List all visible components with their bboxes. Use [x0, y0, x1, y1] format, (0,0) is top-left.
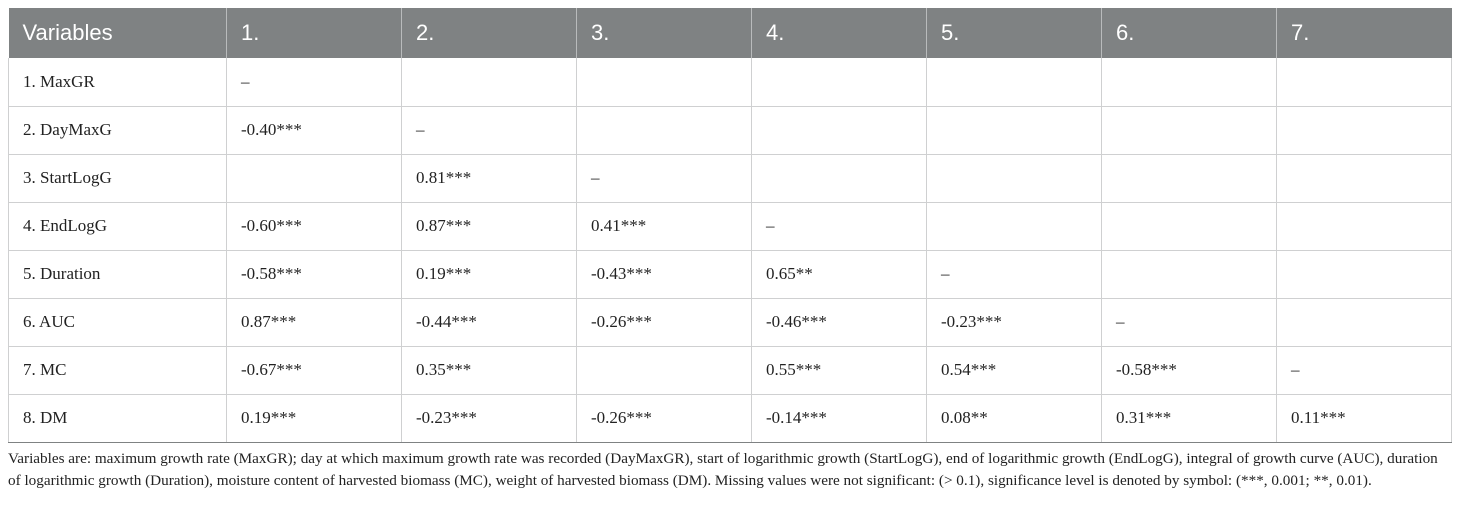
correlation-value-cell: 0.41*** [577, 202, 752, 250]
table-row [9, 154, 1452, 202]
correlation-value-cell: -0.43*** [577, 250, 752, 298]
correlation-value-cell [402, 58, 577, 106]
correlation-value-cell [577, 346, 752, 394]
row-label-cell: 8. DM [9, 394, 227, 442]
correlation-value-cell: -0.44*** [402, 298, 577, 346]
row-label-cell: 6. AUC [9, 298, 227, 346]
correlation-value-cell [752, 154, 927, 202]
correlation-value-cell [927, 154, 1102, 202]
row-label-cell: 2. DayMaxG [9, 106, 227, 154]
correlation-value-cell [577, 58, 752, 106]
table-row [9, 394, 1452, 442]
correlation-value-cell [927, 58, 1102, 106]
correlation-value-cell: 0.08** [927, 394, 1102, 442]
header-cell-4: 4. [752, 8, 927, 58]
table-footnote: Variables are: maximum growth rate (MaxGR); day at which maximum growth rate was recorded (DayMaxGR), start of logarithmic growth (StartLogG), end of logarithmic growth (EndLogG), integral of growth curve (AUC), duration of logarithmic growth (Duration), moisture content of harvested biomass (MC), weight of harvested biomass (DM). Missing values were not significant: (> 0.1), significance level is denoted by symbol: (***, 0.001; **, 0.01). [8, 450, 1438, 489]
correlation-value-cell [1277, 202, 1452, 250]
correlation-value-cell: 0.65** [752, 250, 927, 298]
header-cell-variables: Variables [9, 8, 227, 58]
correlation-value-cell [927, 106, 1102, 154]
table-row [9, 202, 1452, 250]
correlation-value-cell: 0.19*** [402, 250, 577, 298]
correlation-value-cell [1277, 106, 1452, 154]
correlation-value-cell: -0.46*** [752, 298, 927, 346]
row-label-cell: 5. Duration [9, 250, 227, 298]
row-label-cell: 3. StartLogG [9, 154, 227, 202]
correlation-value-cell [1102, 202, 1277, 250]
correlation-value-cell: -0.40*** [227, 106, 402, 154]
correlation-value-cell: – [1277, 346, 1452, 394]
correlation-value-cell [1102, 106, 1277, 154]
correlation-value-cell [927, 202, 1102, 250]
correlation-value-cell: -0.23*** [402, 394, 577, 442]
table-body [9, 58, 1452, 442]
table-row [9, 106, 1452, 154]
correlation-value-cell [577, 106, 752, 154]
correlation-value-cell: – [577, 154, 752, 202]
row-label-cell: 4. EndLogG [9, 202, 227, 250]
correlation-value-cell: -0.58*** [227, 250, 402, 298]
correlation-value-cell: 0.87*** [402, 202, 577, 250]
table-row [9, 58, 1452, 106]
row-label-cell: 1. MaxGR [9, 58, 227, 106]
correlation-value-cell [227, 154, 402, 202]
correlation-table [8, 8, 1452, 443]
correlation-value-cell [1102, 250, 1277, 298]
correlation-value-cell: – [752, 202, 927, 250]
correlation-value-cell: 0.81*** [402, 154, 577, 202]
correlation-value-cell: -0.26*** [577, 394, 752, 442]
correlation-value-cell [752, 106, 927, 154]
header-row [9, 8, 1452, 58]
correlation-value-cell [1277, 250, 1452, 298]
correlation-value-cell [1277, 58, 1452, 106]
correlation-value-cell: -0.14*** [752, 394, 927, 442]
correlation-value-cell: 0.55*** [752, 346, 927, 394]
correlation-value-cell: -0.60*** [227, 202, 402, 250]
correlation-value-cell: 0.54*** [927, 346, 1102, 394]
table-row [9, 298, 1452, 346]
header-cell-6: 6. [1102, 8, 1277, 58]
correlation-value-cell [1102, 154, 1277, 202]
correlation-value-cell: – [1102, 298, 1277, 346]
correlation-table-container [8, 8, 1451, 443]
correlation-value-cell: -0.58*** [1102, 346, 1277, 394]
header-cell-7: 7. [1277, 8, 1452, 58]
correlation-value-cell: -0.67*** [227, 346, 402, 394]
correlation-value-cell: 0.35*** [402, 346, 577, 394]
correlation-value-cell [752, 58, 927, 106]
correlation-value-cell [1277, 154, 1452, 202]
correlation-value-cell: 0.87*** [227, 298, 402, 346]
correlation-value-cell [1277, 298, 1452, 346]
correlation-value-cell: – [402, 106, 577, 154]
header-cell-5: 5. [927, 8, 1102, 58]
correlation-value-cell [1102, 58, 1277, 106]
correlation-value-cell: – [227, 58, 402, 106]
table-row [9, 250, 1452, 298]
correlation-value-cell: 0.19*** [227, 394, 402, 442]
correlation-value-cell: – [927, 250, 1102, 298]
correlation-value-cell: -0.23*** [927, 298, 1102, 346]
table-header [9, 8, 1452, 58]
correlation-value-cell: 0.11*** [1277, 394, 1452, 442]
correlation-value-cell: 0.31*** [1102, 394, 1277, 442]
header-cell-1: 1. [227, 8, 402, 58]
row-label-cell: 7. MC [9, 346, 227, 394]
correlation-value-cell: -0.26*** [577, 298, 752, 346]
header-cell-2: 2. [402, 8, 577, 58]
table-row [9, 346, 1452, 394]
header-cell-3: 3. [577, 8, 752, 58]
